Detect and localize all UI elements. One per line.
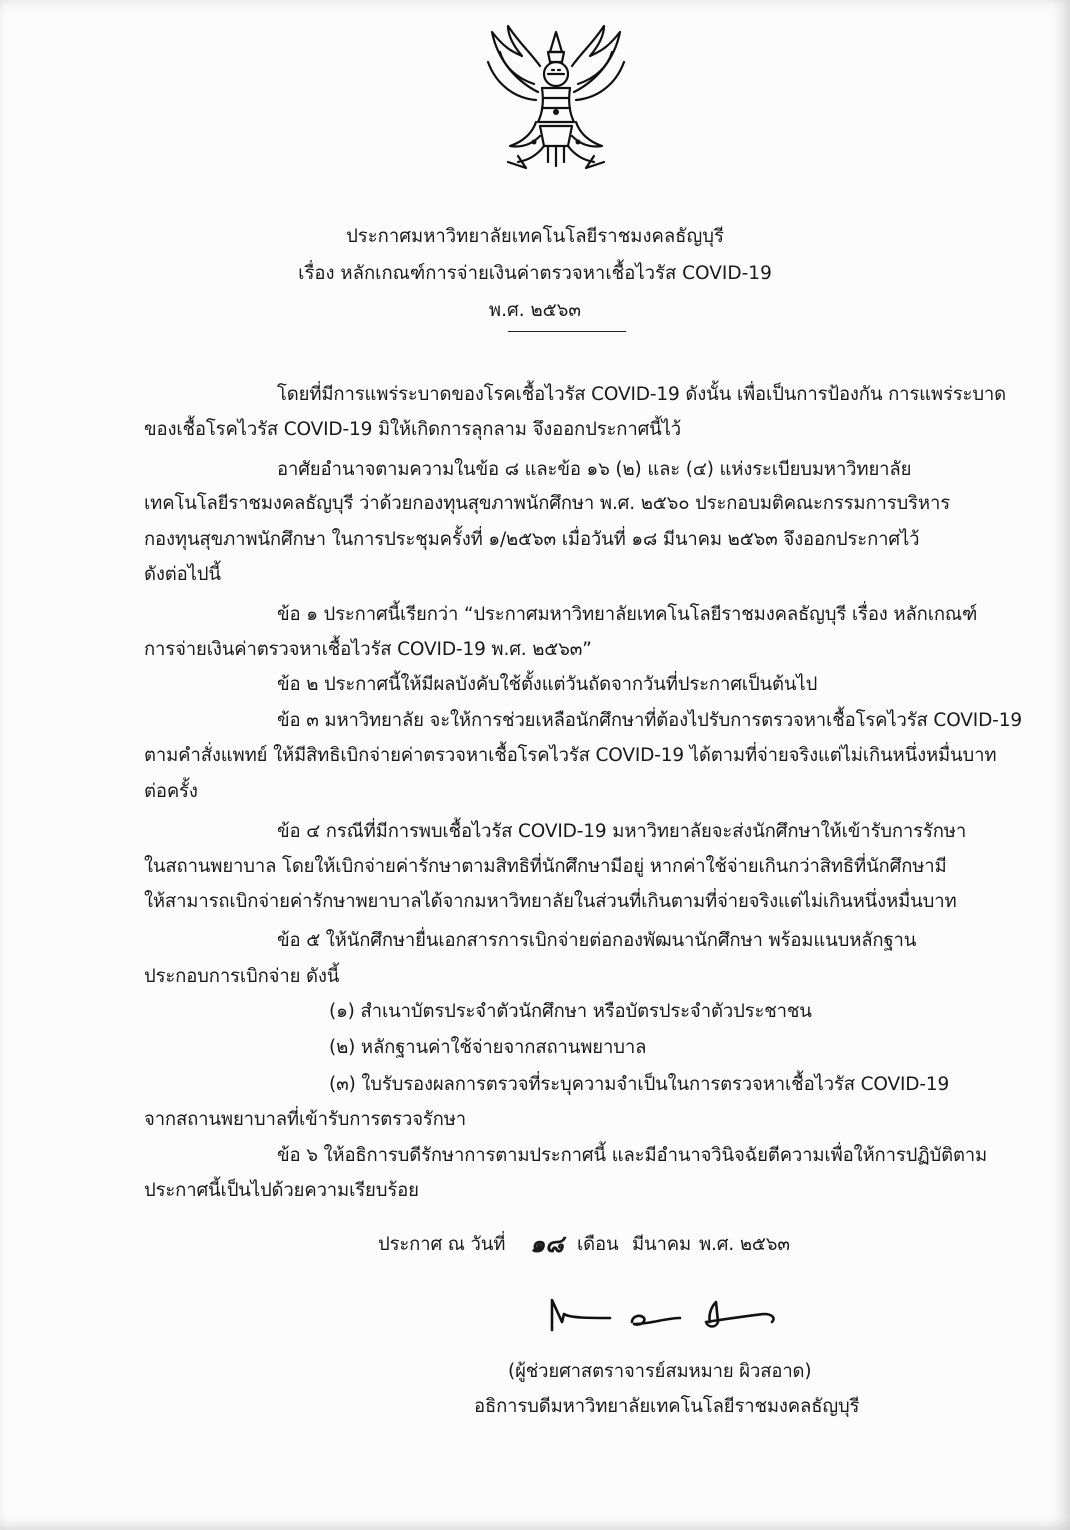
announcement-subject: เรื่อง หลักเกณฑ์การจ่ายเงินค่าตรวจหาเชื้อไวรัส COVID-19 (298, 263, 772, 284)
list-item-continuation: จากสถานพยาบาลที่เข้ารับการตรวจรักษา (144, 1109, 467, 1130)
list-item: (๓) ใบรับรองผลการตรวจที่ระบุความจำเป็นในการตรวจหาเชื้อไวรัส COVID-19 (329, 1074, 950, 1095)
clause-1-line: ข้อ ๑ ประกาศนี้เรียกว่า “ประกาศมหาวิทยาลัยเทคโนโลยีราชมงคลธัญบุรี เรื่อง หลักเกณฑ์ (277, 604, 978, 625)
paragraph-line: อาศัยอำนาจตามความในข้อ ๘ และข้อ ๑๖ (๒) และ (๔) แห่งระเบียบมหาวิทยาลัย (277, 459, 912, 480)
clause-6-line: ข้อ ๖ ให้อธิการบดีรักษาการตามประกาศนี้ และมีอำนาจวินิจฉัยตีความเพื่อให้การปฏิบัติตาม (277, 1145, 988, 1166)
date-month: มีนาคม (632, 1234, 692, 1255)
clause-3-line: ข้อ ๓ มหาวิทยาลัย จะให้การช่วยเหลือนักศึกษาที่ต้องไปรับการตรวจหาเชื้อโรคไวรัส COVID-19 (277, 710, 1022, 731)
clause-5-line: ข้อ ๕ ให้นักศึกษายื่นเอกสารการเบิกจ่ายต่อกองพัฒนานักศึกษา พร้อมแนบหลักฐาน (277, 930, 917, 951)
announcement-year: พ.ศ. ๒๕๖๓ (488, 300, 582, 321)
clause-4-line: ให้สามารถเบิกจ่ายค่ารักษาพยาบาลได้จากมหาวิทยาลัยในส่วนที่เกินตามที่จ่ายจริงแต่ไม่เกินหนึ่งหมื่นบาท (144, 891, 957, 912)
clause-1-line: การจ่ายเงินค่าตรวจหาเชื้อไวรัส COVID-19 พ.ศ. ๒๕๖๓” (144, 639, 592, 660)
paragraph-line: เทคโนโลยีราชมงคลธัญบุรี ว่าด้วยกองทุนสุขภาพนักศึกษา พ.ศ. ๒๕๖๐ ประกอบมติคณะกรรมการบริหาร (144, 493, 950, 514)
paragraph-line: กองทุนสุขภาพนักศึกษา ในการประชุมครั้งที่ ๑/๒๕๖๓ เมื่อวันที่ ๑๘ มีนาคม ๒๕๖๓ จึงออกประกาศไว้ (144, 529, 920, 550)
signatory-name: (ผู้ช่วยศาสตราจารย์สมหมาย ผิวสอาด) (508, 1361, 812, 1382)
clause-2-line: ข้อ ๒ ประกาศนี้ให้มีผลบังคับใช้ตั้งแต่วันถัดจากวันที่ประกาศเป็นต้นไป (277, 674, 818, 695)
garuda-emblem-icon (478, 22, 634, 176)
paragraph-line: โดยที่มีการแพร่ระบาดของโรคเชื้อไวรัส COVID-19 ดังนั้น เพื่อเป็นการป้องกัน การแพร่ระบาด (277, 384, 1007, 405)
date-day-handwritten: ๑๘ (530, 1229, 564, 1258)
clause-6-line: ประกาศนี้เป็นไปด้วยความเรียบร้อย (144, 1180, 419, 1201)
clause-5-line: ประกอบการเบิกจ่าย ดังนี้ (144, 966, 340, 987)
clause-4-line: ในสถานพยาบาล โดยให้เบิกจ่ายค่ารักษาตามสิทธิที่นักศึกษามีอยู่ หากค่าใช้จ่ายเกินกว่าสิทธิที่นักศึกษามี (144, 856, 947, 877)
paragraph-line: ดังต่อไปนี้ (144, 564, 221, 585)
list-item: (๒) หลักฐานค่าใช้จ่ายจากสถานพยาบาล (329, 1037, 647, 1058)
header-divider (508, 331, 626, 332)
announcement-title: ประกาศมหาวิทยาลัยเทคโนโลยีราชมงคลธัญบุรี (346, 226, 724, 247)
clause-3-line: ตามคำสั่งแพทย์ ให้มีสิทธิเบิกจ่ายค่าตรวจหาเชื้อโรคไวรัส COVID-19 ได้ตามที่จ่ายจริงแต่ไม่เกินหนึ่งหมื่นบาท (144, 745, 997, 766)
signature-mark (540, 1292, 790, 1342)
signatory-position: อธิการบดีมหาวิทยาลัยเทคโนโลยีราชมงคลธัญบุรี (474, 1396, 860, 1417)
paragraph-line: ของเชื้อโรคไวรัส COVID-19 มิให้เกิดการลุกลาม จึงออกประกาศนี้ไว้ (144, 419, 682, 440)
date-year: พ.ศ. ๒๕๖๓ (699, 1234, 790, 1255)
list-item: (๑) สำเนาบัตรประจำตัวนักศึกษา หรือบัตรประจำตัวประชาชน (329, 1001, 812, 1022)
date-prefix: ประกาศ ณ วันที่ (378, 1234, 506, 1255)
clause-3-line: ต่อครั้ง (144, 781, 198, 802)
date-month-label: เดือน (577, 1234, 619, 1255)
clause-4-line: ข้อ ๔ กรณีที่มีการพบเชื้อไวรัส COVID-19 มหาวิทยาลัยจะส่งนักศึกษาให้เข้ารับการรักษา (277, 821, 967, 842)
